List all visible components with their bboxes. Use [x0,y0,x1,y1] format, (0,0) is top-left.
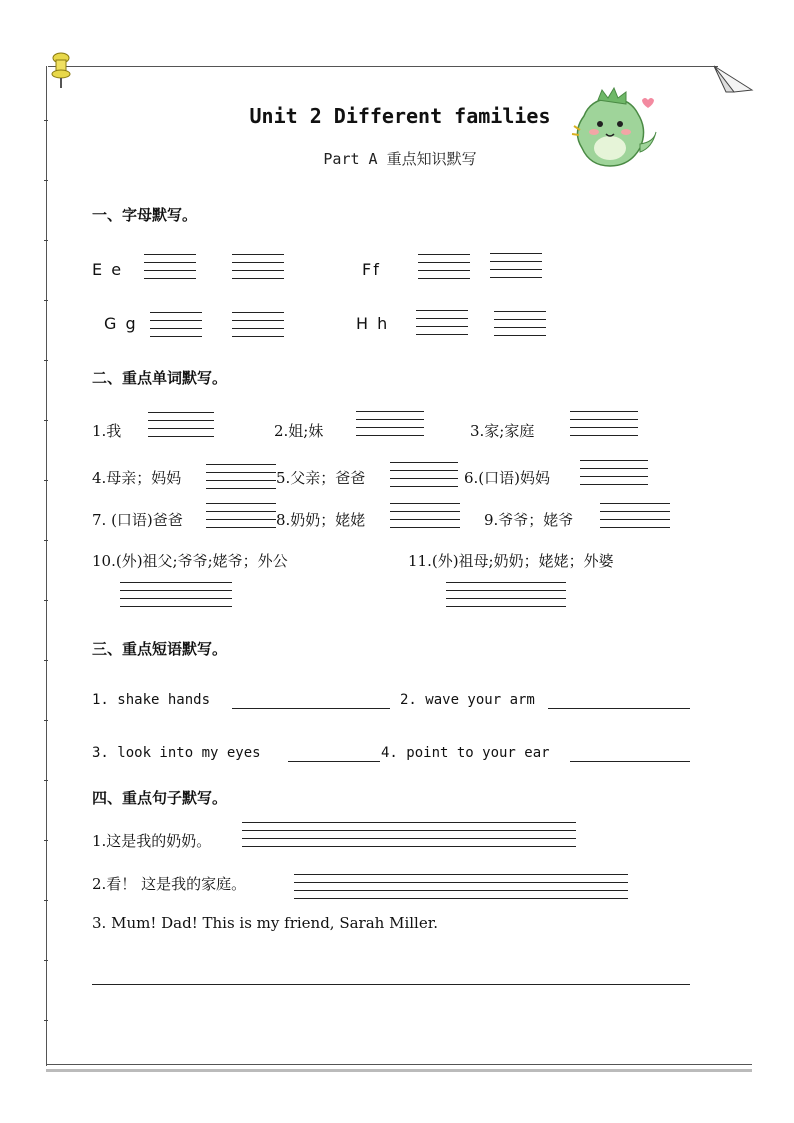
answer-line[interactable] [570,761,690,762]
word-prompt: 10.(外)祖父;爷爷;姥爷；外公 [92,552,288,570]
word-prompt: 1.我 [92,422,122,440]
writing-lines[interactable] [580,460,648,486]
frame-tick [44,300,48,301]
writing-lines[interactable] [148,412,214,438]
page-frame-left [46,66,47,1066]
pushpin-icon [48,48,76,90]
frame-tick [44,180,48,181]
page-title: Unit 2 Different families [249,104,551,128]
writing-lines[interactable] [232,312,284,338]
frame-tick [44,660,48,661]
letter-label: H h [356,314,390,333]
writing-lines[interactable] [206,503,276,529]
word-prompt: 2.姐;妹 [274,422,324,440]
writing-lines[interactable] [494,311,546,337]
writing-lines[interactable] [150,312,202,338]
frame-tick [44,420,48,421]
frame-tick [44,540,48,541]
letter-label: Ff [362,260,381,279]
frame-tick [44,720,48,721]
writing-lines[interactable] [144,254,196,280]
writing-lines[interactable] [390,462,458,488]
writing-lines[interactable] [232,254,284,280]
frame-tick [44,120,48,121]
word-prompt: 7. (口语)爸爸 [92,511,183,529]
answer-line[interactable] [92,984,690,985]
frame-tick [44,780,48,781]
answer-line[interactable] [288,761,380,762]
sentence-prompt: 1.这是我的奶奶。 [92,832,212,850]
frame-tick [44,960,48,961]
letter-label: G g [104,314,138,333]
word-prompt: 8.奶奶；姥姥 [276,511,366,529]
writing-lines[interactable] [356,411,424,437]
writing-lines[interactable] [418,254,470,280]
frame-tick [44,600,48,601]
word-prompt: 4.母亲；妈妈 [92,469,182,487]
phrase-prompt: 3. look into my eyes [92,745,261,761]
word-prompt: 3.家;家庭 [470,422,535,440]
writing-lines[interactable] [120,582,232,608]
writing-lines[interactable] [206,464,276,490]
writing-lines[interactable] [600,503,670,529]
answer-line[interactable] [232,708,390,709]
letter-label: E e [92,260,124,279]
frame-tick [44,360,48,361]
sentence-prompt: 2.看！ 这是我的家庭。 [92,875,247,893]
sentence-prompt: 3. Mum! Dad! This is my friend, Sarah Miller. [92,914,439,932]
section-heading-words: 二、重点单词默写。 [92,369,228,387]
frame-tick [44,840,48,841]
page-curl-icon [712,62,756,96]
frame-tick [44,480,48,481]
frame-tick [44,240,48,241]
answer-line[interactable] [548,708,690,709]
word-prompt: 9.爷爷；姥爷 [484,511,574,529]
writing-lines[interactable] [242,822,576,848]
phrase-prompt: 2. wave your arm [400,692,535,708]
frame-tick [44,900,48,901]
writing-lines[interactable] [416,310,468,336]
phrase-prompt: 4. point to your ear [381,745,550,761]
writing-lines[interactable] [294,874,628,900]
page-frame-bottom [46,1064,752,1072]
word-prompt: 6.(口语)妈妈 [464,469,551,487]
writing-lines[interactable] [390,503,460,529]
page-frame-top [48,66,718,67]
writing-lines[interactable] [570,411,638,437]
word-prompt: 5.父亲；爸爸 [276,469,366,487]
section-heading-letters: 一、字母默写。 [92,206,198,224]
writing-lines[interactable] [490,253,542,279]
section-heading-sentences: 四、重点句子默写。 [92,789,228,807]
page-subtitle: Part A 重点知识默写 [323,150,477,168]
writing-lines[interactable] [446,582,566,608]
phrase-prompt: 1. shake hands [92,692,211,708]
word-prompt: 11.(外)祖母;奶奶；姥姥；外婆 [408,552,614,570]
section-heading-phrases: 三、重点短语默写。 [92,640,228,658]
frame-tick [44,1020,48,1021]
